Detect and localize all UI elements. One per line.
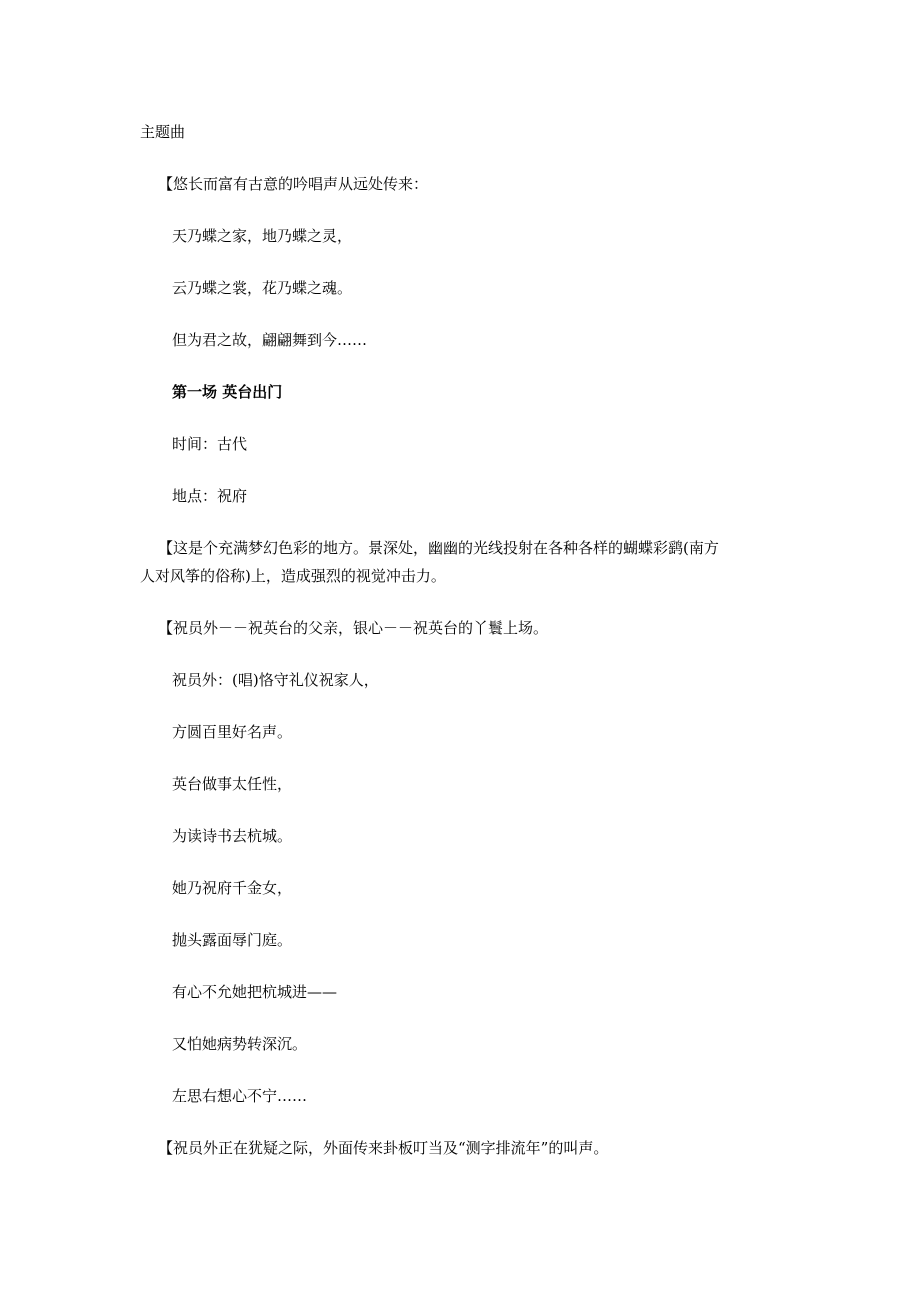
aria-line-9: 左思右想心不宁……	[172, 1087, 308, 1105]
stage-direction-1-line-1: 【这是个充满梦幻色彩的地方。景深处，幽幽的光线投射在各种各样的蝴蝶彩鹞(南方	[158, 539, 719, 557]
aria-line-6: 抛头露面辱门庭。	[172, 931, 293, 949]
aria-line-8: 又怕她病势转深沉。	[172, 1035, 308, 1053]
section-title: 主题曲	[140, 123, 186, 141]
stage-direction-3: 【祝员外正在犹疑之际，外面传来卦板叮当及“测字排流年”的叫声。	[158, 1139, 609, 1157]
aria-line-2: 方圆百里好名声。	[172, 723, 293, 741]
aria-line-4: 为读诗书去杭城。	[172, 827, 293, 845]
aria-line-1: 祝员外：(唱)恪守礼仪祝家人，	[172, 671, 379, 689]
aria-line-7: 有心不允她把杭城进——	[172, 983, 338, 1001]
stage-direction-1-line-2: 人对风筝的俗称)上，造成强烈的视觉冲击力。	[140, 567, 446, 585]
aria-line-5: 她乃祝府千金女，	[172, 879, 293, 897]
aria-line-3: 英台做事太任性，	[172, 775, 293, 793]
song-line-2: 云乃蝶之裳，花乃蝶之魂。	[172, 279, 353, 297]
place-line: 地点：祝府	[172, 487, 248, 505]
stage-direction-prologue: 【悠长而富有古意的吟唱声从远处传来：	[158, 175, 429, 193]
song-line-1: 天乃蝶之家，地乃蝶之灵，	[172, 227, 353, 245]
time-line: 时间：古代	[172, 435, 248, 453]
stage-direction-2: 【祝员外－－祝英台的父亲，银心－－祝英台的丫鬟上场。	[158, 619, 549, 637]
scene-heading: 第一场 英台出门	[172, 383, 283, 401]
song-line-3: 但为君之故，翩翩舞到今……	[172, 331, 368, 349]
